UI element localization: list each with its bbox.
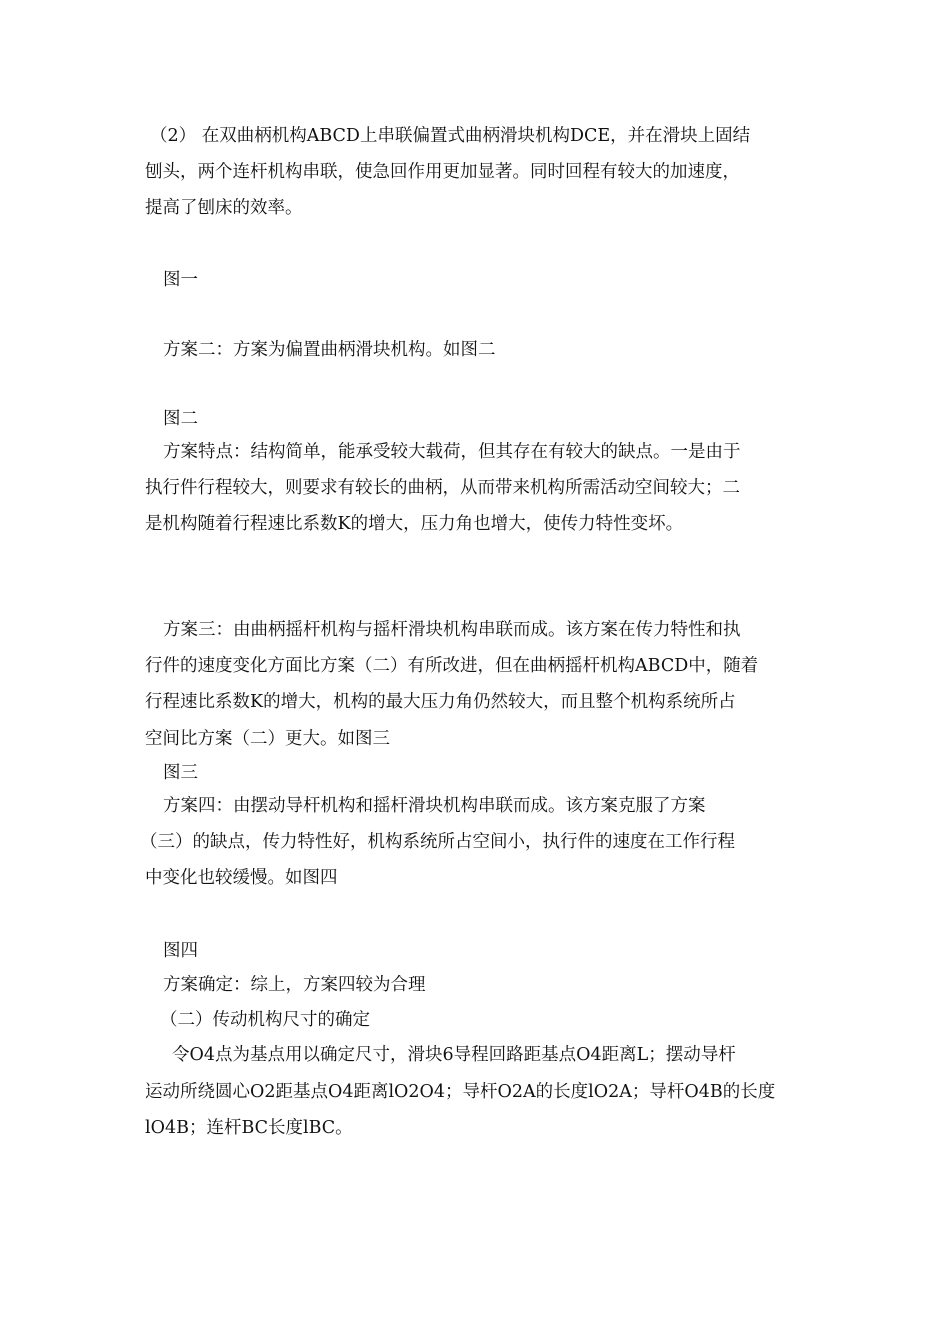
- paragraph-line: 运动所绕圆心O2距基点O4距离lO2O4；导杆O2A的长度lO2A；导杆O4B的长度: [145, 1082, 776, 1102]
- paragraph-line: lO4B；连杆BC长度lBC。: [145, 1118, 353, 1138]
- section-heading: （二）传动机构尺寸的确定: [160, 1010, 370, 1030]
- paragraph-line: 方案四：由摆动导杆机构和摇杆滑块机构串联而成。该方案克服了方案: [163, 796, 706, 816]
- paragraph-line: 令O4点为基点用以确定尺寸，滑块6导程回路距基点O4距离L；摆动导杆: [172, 1045, 736, 1065]
- paragraph-line: 方案特点：结构简单，能承受较大载荷，但其存在有较大的缺点。一是由于: [163, 442, 741, 462]
- paragraph-line: （三）的缺点，传力特性好，机构系统所占空间小，执行件的速度在工作行程: [140, 832, 735, 852]
- paragraph-line: 行程速比系数K的增大，机构的最大压力角仍然较大，而且整个机构系统所占: [145, 692, 736, 712]
- paragraph-line: 是机构随着行程速比系数K的增大，压力角也增大，使传力特性变坏。: [145, 514, 684, 534]
- paragraph-line: 方案三：由曲柄摇杆机构与摇杆滑块机构串联而成。该方案在传力特性和执: [163, 620, 741, 640]
- paragraph-line: 中变化也较缓慢。如图四: [145, 868, 338, 888]
- figure-caption: 图二: [163, 409, 198, 429]
- paragraph-line: 方案二：方案为偏置曲柄滑块机构。如图二: [163, 340, 496, 360]
- figure-caption: 图一: [163, 270, 198, 290]
- figure-caption: 图三: [163, 763, 198, 783]
- paragraph-line: （2） 在双曲柄机构ABCD上串联偏置式曲柄滑块机构DCE，并在滑块上固结: [150, 126, 751, 146]
- paragraph-line: 空间比方案（二）更大。如图三: [145, 729, 390, 749]
- paragraph-line: 执行件行程较大，则要求有较长的曲柄，从而带来机构所需活动空间较大；二: [145, 478, 740, 498]
- paragraph-line: 行件的速度变化方面比方案（二）有所改进，但在曲柄摇杆机构ABCD中，随着: [145, 656, 759, 676]
- paragraph-line: 刨头，两个连杆机构串联，使急回作用更加显著。同时回程有较大的加速度，: [145, 162, 740, 182]
- figure-caption: 图四: [163, 941, 198, 961]
- paragraph-line: 方案确定：综上，方案四较为合理: [163, 975, 426, 995]
- paragraph-line: 提高了刨床的效率。: [145, 198, 303, 218]
